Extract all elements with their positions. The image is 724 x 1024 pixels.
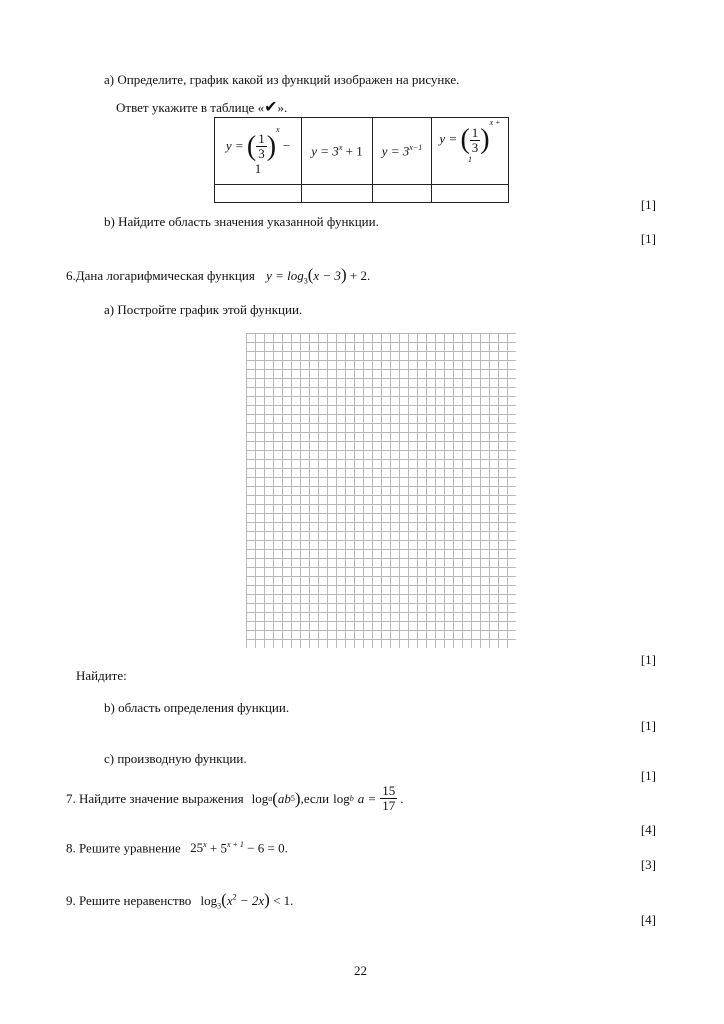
task9-line: 9. Решите неравенство $\log_3(x^2 - 2x) < 1$. (66, 890, 294, 911)
page-number: 22 (354, 963, 367, 978)
task6-line: 6.Дана логарифмическая функция $y = \log_3(x - 3) + 2$. (66, 265, 371, 286)
graph-grid[interactable] (246, 333, 516, 648)
answer-cell-2[interactable] (302, 184, 373, 202)
task7-fraction: $\frac{15}{17}$ (382, 783, 396, 813)
answer-cell-1[interactable] (215, 184, 302, 202)
task6a: а) Постройте график этой функции. (104, 302, 303, 317)
checkmark-icon: ✔ (264, 97, 278, 116)
task7-line: 7. Найдите значение выражения log a ( ab 5 ) ,если log b a = $\frac{15}{17}$ . (66, 783, 404, 813)
task5a-line2-post: ». (277, 100, 288, 115)
mark-6b: [1] (640, 718, 656, 733)
cell1-fraction: $\frac{1}{3}$ (258, 131, 265, 162)
task6b: b) область определения функции. (104, 700, 290, 715)
mark-5b: [1] (640, 231, 656, 246)
task5a-line2 (116, 97, 287, 116)
cell1-exp: x (276, 124, 280, 134)
task5a-line1: а) Определите, график какой из функций изображен на рисунке. (104, 72, 460, 87)
task8-line: 8. Решите уравнение $25^x + 5^{x + 1} - 6 = 0$. (66, 840, 288, 856)
find-label: Найдите: (76, 668, 127, 683)
table-cell-option-4: y = ( $\frac{1}{3}$ )$^{x + 1}$ (432, 118, 509, 185)
task9-intro: 9. Решите неравенство (66, 893, 192, 908)
table-cell-option-3: $y = 3^{x-1}$ (373, 118, 432, 185)
task6-intro: 6.Дана логарифмическая функция (66, 268, 255, 283)
cell1-lhs: y = (225, 137, 244, 153)
task5b: b) Найдите область значения указанной функции. (104, 214, 379, 229)
table-cell-option-1: y = ( $\frac{1}{3}$ )$^x$ − 1 (215, 118, 302, 185)
table-cell-option-2: $y = 3^x + 1$ (302, 118, 373, 185)
mark-6a: [1] (640, 652, 656, 667)
answer-cell-3[interactable] (373, 184, 432, 202)
answer-table (214, 117, 509, 203)
task5a-line2-pre: Ответ укажите в таблице « (116, 100, 265, 115)
task7-intro: 7. Найдите значение выражения (66, 790, 244, 806)
mark-9: [4] (640, 912, 656, 927)
mark-6c: [1] (640, 768, 656, 783)
cell1-tail: − 1 (254, 137, 291, 177)
grid-svg[interactable] (246, 333, 516, 648)
mark-5a: [1] (640, 197, 656, 212)
task8-intro: 8. Решите уравнение (66, 840, 181, 856)
task6c: c) производную функции. (104, 751, 247, 766)
answer-cell-4[interactable] (432, 184, 509, 202)
mark-7: [4] (640, 822, 656, 837)
task6-func-y: y = log (266, 268, 304, 283)
mark-8: [3] (640, 857, 656, 872)
